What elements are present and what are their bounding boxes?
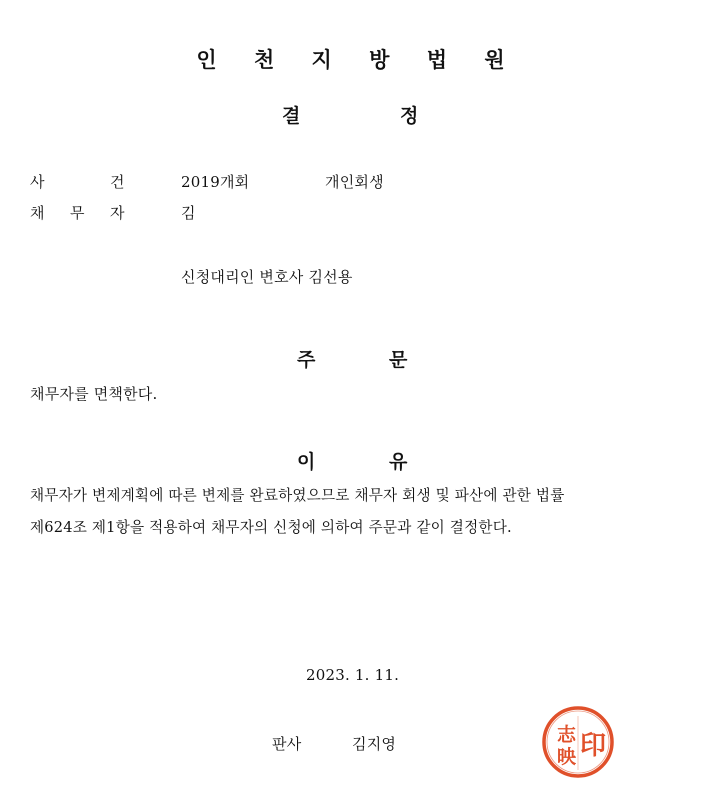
case-label: [30, 171, 130, 191]
case-label-char-2: 건: [110, 173, 125, 191]
judge-title: 판사: [272, 735, 302, 753]
seal-char-3: 印: [580, 731, 607, 761]
debtor-label-char-3: 자: [110, 204, 125, 222]
order-heading-left: 주: [297, 349, 316, 371]
representative: 신청대리인 변호사 김선용: [181, 268, 353, 286]
reason-heading-left: 이: [297, 451, 316, 473]
judge-seal-icon: [540, 704, 616, 780]
debtor-label-char-1: 채: [30, 204, 45, 222]
document-type-left: 결: [282, 105, 301, 127]
debtor-name: 김: [181, 204, 196, 222]
seal-char-2: 映: [556, 746, 576, 768]
case-number: 2019개회: [181, 173, 250, 191]
case-name: 개인회생: [325, 173, 384, 191]
decision-date: 2023. 1. 11.: [306, 666, 400, 684]
reason-line-2: 제624조 제1항을 적용하여 채무자의 신청에 의하여 주문과 같이 결정한다.: [30, 519, 512, 536]
reason-heading-right: 유: [389, 451, 408, 473]
judge-name: 김지영: [352, 735, 397, 753]
order-text: 채무자를 면책한다.: [30, 385, 158, 403]
case-label-char-1: 사: [30, 173, 45, 191]
reason-line-1: 채무자가 변제계획에 따른 변제를 완료하였으므로 채무자 회생 및 파산에 관한 법률: [30, 487, 565, 504]
document-type-right: 정: [400, 105, 419, 127]
order-heading-right: 문: [389, 349, 408, 371]
court-name: 인 천 지 방 법 원: [196, 48, 520, 72]
seal-char-1: 志: [556, 724, 576, 746]
debtor-label-char-2: 무: [70, 204, 85, 222]
debtor-label: [30, 202, 130, 222]
